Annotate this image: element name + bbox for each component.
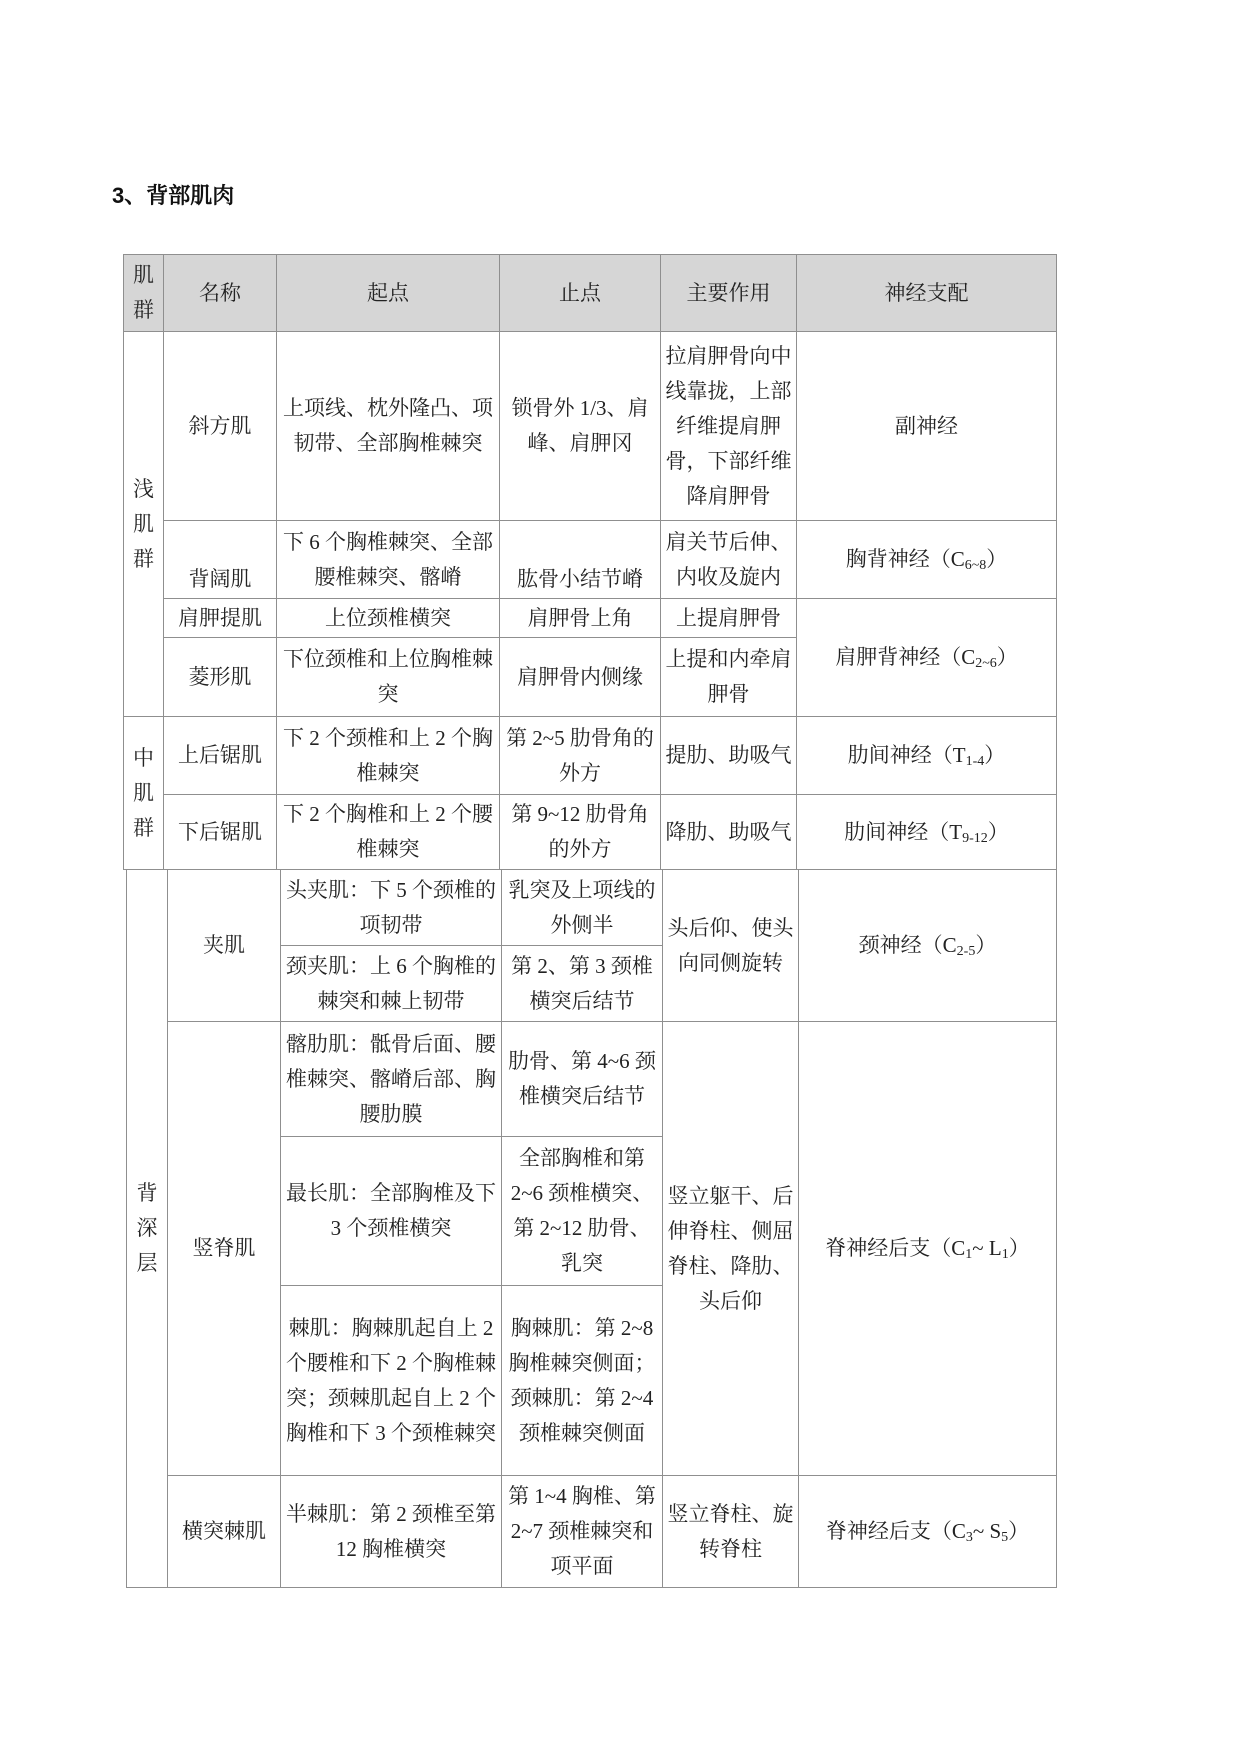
muscle-nerve (797, 717, 1056, 794)
nerve-close: ） (987, 819, 1009, 844)
nerve-label: 颈神经（C (858, 933, 957, 957)
header-group: 肌群 (124, 255, 163, 331)
muscle-insertion: 第 2、第 3 颈椎横突后结节 (502, 946, 662, 1021)
nerve-label: 脊神经后支（C (825, 1519, 966, 1543)
nerve-label: 胸背神经（C (845, 547, 965, 571)
nerve-close: ） (984, 743, 1006, 767)
muscle-origin: 髂肋肌：骶骨后面、腰椎棘突、髂嵴后部、胸腰肋膜 (281, 1022, 501, 1136)
nerve-segment-subscript: 2-5 (956, 944, 976, 959)
muscle-origin: 棘肌：胸棘肌起自上 2 个腰椎和下 2 个胸椎棘突；颈棘肌起自上 2 个胸椎和下 3 个颈椎棘突 (281, 1286, 501, 1475)
muscle-origin: 下 6 个胸椎棘突、全部腰椎棘突、髂嵴 (277, 521, 499, 598)
muscle-name: 下后锯肌 (164, 795, 276, 869)
section-title: 3、背部肌肉 (112, 183, 235, 208)
header-origin: 起点 (277, 255, 499, 331)
nerve-segment-subscript: 1 (1001, 1247, 1009, 1262)
nerve-close: ） (1008, 1519, 1030, 1543)
nerve-segment-subscript: 5 (1001, 1530, 1009, 1545)
muscle-origin: 头夹肌：下 5 个颈椎的项韧带 (281, 870, 501, 945)
muscle-origin: 最长肌：全部胸椎及下 3 个颈椎横突 (281, 1137, 501, 1285)
nerve-text (844, 815, 1009, 850)
header-nerve: 神经支配 (797, 255, 1056, 331)
nerve-segment-subscript: 6~8 (964, 558, 987, 573)
nerve-text (835, 640, 1018, 675)
muscle-table-lower (126, 869, 1057, 1588)
header-name: 名称 (164, 255, 276, 331)
muscle-origin: 颈夹肌：上 6 个胸椎的棘突和棘上韧带 (281, 946, 501, 1021)
nerve-text (846, 542, 1008, 577)
nerve-text: 副神经 (895, 413, 958, 438)
muscle-insertion: 第 2~5 肋骨角的外方 (500, 717, 660, 794)
muscle-action: 上提和内牵肩胛骨 (661, 638, 796, 716)
group-middle: 中肌群 (124, 717, 163, 869)
muscle-origin: 下 2 个胸椎和上 2 个腰椎棘突 (277, 795, 499, 869)
muscle-insertion: 锁骨外 1/3、肩峰、肩胛冈 (500, 332, 660, 520)
muscle-insertion: 肋骨、第 4~6 颈椎横突后结节 (502, 1022, 662, 1136)
muscle-name: 背阔肌 (164, 521, 276, 598)
nerve-label: 肋间神经（T (847, 743, 966, 767)
muscle-insertion: 肩胛骨上角 (500, 599, 660, 637)
nerve-segment-subscript: 1-4 (965, 754, 985, 769)
muscle-action: 竖立躯干、后伸脊柱、侧屈脊柱、降肋、头后仰 (663, 1022, 798, 1475)
muscle-origin: 半棘肌：第 2 颈椎至第 12 胸椎横突 (281, 1476, 501, 1587)
muscle-origin: 上项线、枕外隆凸、项韧带、全部胸椎棘突 (277, 332, 499, 520)
nerve-segment-subscript: 1 (965, 1247, 973, 1262)
muscle-name: 菱形肌 (164, 638, 276, 716)
nerve-range-mid: ~ S (972, 1519, 1002, 1543)
muscle-name: 上后锯肌 (164, 717, 276, 794)
muscle-name: 斜方肌 (164, 332, 276, 520)
muscle-insertion: 第 9~12 肋骨角的外方 (500, 795, 660, 869)
nerve-segment-subscript: 9-12 (962, 830, 988, 846)
nerve-segment-subscript: 2~6 (975, 656, 997, 671)
muscle-nerve (797, 795, 1056, 869)
nerve-close: ） (1008, 1236, 1030, 1260)
nerve-label: 脊神经后支（C (825, 1236, 966, 1260)
nerve-segment-subscript: 3 (965, 1530, 973, 1545)
muscle-name: 夹肌 (168, 870, 280, 1021)
nerve-text (859, 928, 997, 963)
muscle-nerve (799, 1476, 1056, 1587)
muscle-action: 提肋、助吸气 (661, 717, 796, 794)
muscle-action: 降肋、助吸气 (661, 795, 796, 869)
muscle-nerve (797, 599, 1056, 716)
nerve-text (825, 1231, 1029, 1266)
muscle-nerve (797, 521, 1056, 598)
muscle-origin: 下位颈椎和上位胸椎棘突 (277, 638, 499, 716)
muscle-insertion: 第 1~4 胸椎、第 2~7 颈椎棘突和项平面 (502, 1476, 662, 1587)
muscle-origin: 上位颈椎横突 (277, 599, 499, 637)
muscle-table-upper (123, 254, 1057, 870)
nerve-close: ） (975, 933, 997, 957)
muscle-insertion: 肱骨小结节嵴 (500, 521, 660, 598)
muscle-name: 横突棘肌 (168, 1476, 280, 1587)
muscle-insertion: 乳突及上项线的外侧半 (502, 870, 662, 945)
group-deep: 背深层 (127, 870, 167, 1587)
muscle-nerve (799, 870, 1056, 1021)
group-superficial: 浅肌群 (124, 332, 163, 716)
nerve-label: 肩胛背神经（C (835, 645, 976, 669)
muscle-origin: 下 2 个颈椎和上 2 个胸椎棘突 (277, 717, 499, 794)
header-insertion: 止点 (500, 255, 660, 331)
nerve-text (848, 738, 1006, 773)
nerve-text (826, 1514, 1029, 1549)
muscle-action: 拉肩胛骨向中线靠拢，上部纤维提肩胛骨，下部纤维降肩胛骨 (661, 332, 796, 520)
muscle-action: 竖立脊柱、旋转脊柱 (663, 1476, 798, 1587)
muscle-insertion: 胸棘肌：第 2~8 胸椎棘突侧面；颈棘肌：第 2~4 颈椎棘突侧面 (502, 1286, 662, 1475)
header-action: 主要作用 (661, 255, 796, 331)
nerve-label: 肋间神经（T (844, 819, 963, 844)
muscle-insertion: 肩胛骨内侧缘 (500, 638, 660, 716)
muscle-nerve (797, 332, 1056, 520)
muscle-name: 肩胛提肌 (164, 599, 276, 637)
nerve-close: ） (986, 547, 1008, 571)
nerve-range-mid: ~ L (972, 1236, 1002, 1260)
muscle-insertion: 全部胸椎和第 2~6 颈椎横突、第 2~12 肋骨、乳突 (502, 1137, 662, 1285)
muscle-nerve (799, 1022, 1056, 1475)
muscle-action: 上提肩胛骨 (661, 599, 796, 637)
nerve-close: ） (996, 645, 1018, 669)
muscle-action: 肩关节后伸、内收及旋内 (661, 521, 796, 598)
muscle-name: 竖脊肌 (168, 1022, 280, 1475)
muscle-action: 头后仰、使头向同侧旋转 (663, 870, 798, 1021)
